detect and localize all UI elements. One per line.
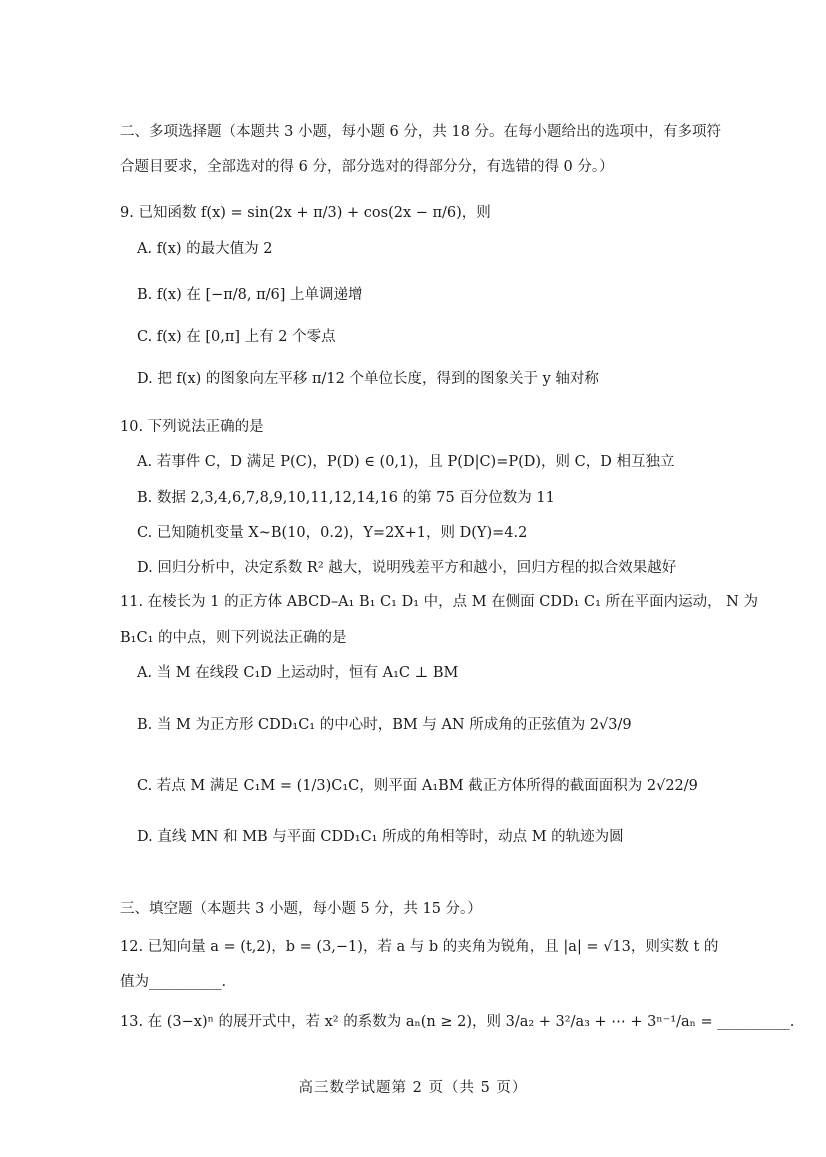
question-9-option-c: C. f(x) 在 [0,π] 上有 2 个零点 xyxy=(137,329,336,345)
question-13-line1: 13. 在 (3−x)ⁿ 的展开式中，若 x² 的系数为 aₙ(n ≥ 2)，则 3/a₂ + 3²/a₃ + ⋯ + 3ⁿ⁻¹/aₙ = __________. xyxy=(120,1014,795,1030)
question-11-option-d: D. 直线 MN 和 MB 与平面 CDD₁C₁ 所成的角相等时，动点 M 的轨迹为圆 xyxy=(137,829,624,845)
question-11-option-c: C. 若点 M 满足 C₁M = (1/3)C₁C，则平面 A₁BM 截正方体所得的截面面积为 2√22/9 xyxy=(137,778,698,794)
question-12-line2: 值为__________. xyxy=(120,974,227,990)
question-10-option-d: D. 回归分析中，决定系数 R² 越大，说明残差平方和越小，回归方程的拟合效果越好 xyxy=(137,560,677,576)
section3-header: 三、填空题（本题共 3 小题，每小题 5 分，共 15 分。） xyxy=(120,901,482,917)
question-10-option-c: C. 已知随机变量 X~B(10，0.2)，Y=2X+1，则 D(Y)=4.2 xyxy=(137,525,528,541)
question-9-option-b: B. f(x) 在 [−π/8, π/6] 上单调递增 xyxy=(137,287,363,303)
section2-header-line2: 合题目要求，全部选对的得 6 分，部分选对的得部分分，有选错的得 0 分。） xyxy=(120,159,614,175)
question-9-option-a: A. f(x) 的最大值为 2 xyxy=(137,241,273,257)
question-11-stem-line2: B₁C₁ 的中点，则下列说法正确的是 xyxy=(120,630,347,646)
question-10-option-b: B. 数据 2,3,4,6,7,8,9,10,11,12,14,16 的第 75 百分位数为 11 xyxy=(137,490,555,506)
question-11-option-b: B. 当 M 为正方形 CDD₁C₁ 的中心时，BM 与 AN 所成角的正弦值为 2√3/9 xyxy=(137,717,632,733)
question-11-option-a: A. 当 M 在线段 C₁D 上运动时，恒有 A₁C ⊥ BM xyxy=(137,665,459,681)
page-footer: 高三数学试题第 2 页（共 5 页） xyxy=(298,1080,528,1096)
question-9-stem: 9. 已知函数 f(x) = sin(2x + π/3) + cos(2x − π/6)，则 xyxy=(120,205,491,221)
question-11-stem-line1: 11. 在棱长为 1 的正方体 ABCD–A₁ B₁ C₁ D₁ 中，点 M 在侧面 CDD₁ C₁ 所在平面内运动， N 为 xyxy=(120,594,758,610)
question-9-option-d: D. 把 f(x) 的图象向左平移 π/12 个单位长度，得到的图象关于 y 轴对称 xyxy=(137,371,599,387)
section2-header-line1: 二、多项选择题（本题共 3 小题，每小题 6 分，共 18 分。在每小题给出的选项中，有多项符 xyxy=(120,124,722,140)
question-10-option-a: A. 若事件 C，D 满足 P(C)，P(D) ∈ (0,1)，且 P(D|C)=P(D)，则 C，D 相互独立 xyxy=(137,454,675,470)
question-12-line1: 12. 已知向量 a = (t,2)，b = (3,−1)，若 a 与 b 的夹角为锐角，且 |a| = √13，则实数 t 的 xyxy=(120,939,719,955)
question-10-stem: 10. 下列说法正确的是 xyxy=(120,419,264,435)
